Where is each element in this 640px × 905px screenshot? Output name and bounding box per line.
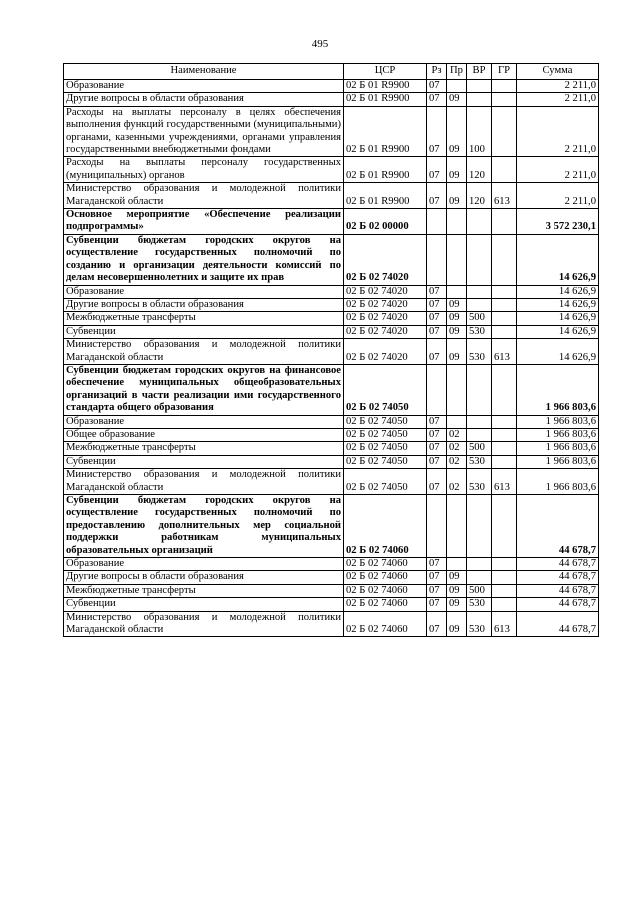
cell-vr: 100 bbox=[467, 106, 492, 157]
cell-name: Межбюджетные трансферты bbox=[64, 584, 344, 597]
table-row bbox=[64, 312, 599, 325]
cell-rz bbox=[427, 364, 447, 415]
table-row bbox=[64, 325, 599, 338]
cell-name: Субвенции бюджетам городских округов на осуществление государственных полномочий по предоставлению дополнительных мер социальной поддержки работникам муниципальных образовательных организаций bbox=[64, 495, 344, 558]
cell-csr: 02 Б 01 R9900 bbox=[344, 157, 427, 183]
table-row bbox=[64, 495, 599, 558]
cell-vr: 500 bbox=[467, 584, 492, 597]
column-header-pr: Пр bbox=[447, 64, 467, 80]
cell-gr: 613 bbox=[492, 611, 517, 637]
cell-csr: 02 Б 02 74020 bbox=[344, 325, 427, 338]
cell-pr: 09 bbox=[447, 339, 467, 365]
cell-csr: 02 Б 02 74050 bbox=[344, 455, 427, 468]
cell-vr bbox=[467, 209, 492, 235]
cell-gr bbox=[492, 455, 517, 468]
cell-pr: 09 bbox=[447, 598, 467, 611]
cell-pr: 09 bbox=[447, 183, 467, 209]
cell-pr bbox=[447, 285, 467, 298]
cell-gr bbox=[492, 325, 517, 338]
cell-vr bbox=[467, 80, 492, 93]
cell-sum: 2 211,0 bbox=[517, 106, 599, 157]
cell-name: Субвенции bbox=[64, 455, 344, 468]
cell-csr: 02 Б 02 74020 bbox=[344, 339, 427, 365]
cell-csr: 02 Б 02 74050 bbox=[344, 442, 427, 455]
table-row bbox=[64, 93, 599, 106]
cell-csr: 02 Б 01 R9900 bbox=[344, 106, 427, 157]
cell-gr bbox=[492, 93, 517, 106]
cell-name: Субвенции bbox=[64, 325, 344, 338]
cell-sum: 44 678,7 bbox=[517, 584, 599, 597]
cell-name: Субвенции bbox=[64, 598, 344, 611]
cell-csr: 02 Б 02 74050 bbox=[344, 428, 427, 441]
cell-name: Расходы на выплаты персоналу государственных (муниципальных) органов bbox=[64, 157, 344, 183]
cell-rz bbox=[427, 234, 447, 285]
cell-sum: 1 966 803,6 bbox=[517, 469, 599, 495]
table-row bbox=[64, 415, 599, 428]
cell-name: Межбюджетные трансферты bbox=[64, 442, 344, 455]
cell-csr: 02 Б 02 74020 bbox=[344, 312, 427, 325]
cell-vr bbox=[467, 234, 492, 285]
table-row bbox=[64, 183, 599, 209]
cell-pr bbox=[447, 364, 467, 415]
table-row bbox=[64, 455, 599, 468]
page-number: 495 bbox=[311, 38, 329, 50]
cell-gr bbox=[492, 415, 517, 428]
cell-gr bbox=[492, 598, 517, 611]
cell-rz: 07 bbox=[427, 325, 447, 338]
cell-vr bbox=[467, 285, 492, 298]
table-row bbox=[64, 611, 599, 637]
cell-gr: 613 bbox=[492, 469, 517, 495]
cell-pr: 09 bbox=[447, 106, 467, 157]
cell-csr: 02 Б 02 74050 bbox=[344, 364, 427, 415]
cell-name: Министерство образования и молодежной политики Магаданской области bbox=[64, 611, 344, 637]
cell-csr: 02 Б 02 00000 bbox=[344, 209, 427, 235]
cell-sum: 44 678,7 bbox=[517, 571, 599, 584]
cell-vr bbox=[467, 571, 492, 584]
cell-vr: 530 bbox=[467, 469, 492, 495]
cell-sum: 14 626,9 bbox=[517, 325, 599, 338]
cell-rz: 07 bbox=[427, 442, 447, 455]
table-row bbox=[64, 106, 599, 157]
cell-csr: 02 Б 02 74060 bbox=[344, 584, 427, 597]
cell-vr bbox=[467, 495, 492, 558]
cell-pr: 02 bbox=[447, 428, 467, 441]
cell-sum: 14 626,9 bbox=[517, 312, 599, 325]
cell-sum: 2 211,0 bbox=[517, 183, 599, 209]
table-row bbox=[64, 442, 599, 455]
table-row bbox=[64, 584, 599, 597]
column-header-rz: Рз bbox=[427, 64, 447, 80]
cell-csr: 02 Б 01 R9900 bbox=[344, 80, 427, 93]
cell-sum: 44 678,7 bbox=[517, 598, 599, 611]
cell-name: Образование bbox=[64, 558, 344, 571]
cell-name: Другие вопросы в области образования bbox=[64, 571, 344, 584]
cell-csr: 02 Б 02 74060 bbox=[344, 558, 427, 571]
cell-vr: 530 bbox=[467, 455, 492, 468]
cell-name: Министерство образования и молодежной политики Магаданской области bbox=[64, 469, 344, 495]
cell-csr: 02 Б 02 74060 bbox=[344, 611, 427, 637]
cell-gr bbox=[492, 584, 517, 597]
cell-gr bbox=[492, 298, 517, 311]
cell-csr: 02 Б 02 74050 bbox=[344, 415, 427, 428]
cell-csr: 02 Б 02 74020 bbox=[344, 298, 427, 311]
cell-sum: 2 211,0 bbox=[517, 93, 599, 106]
table-row bbox=[64, 428, 599, 441]
cell-gr bbox=[492, 558, 517, 571]
table-row bbox=[64, 157, 599, 183]
cell-sum: 1 966 803,6 bbox=[517, 442, 599, 455]
cell-pr: 09 bbox=[447, 611, 467, 637]
cell-vr bbox=[467, 558, 492, 571]
cell-name: Расходы на выплаты персоналу в целях обеспечения выполнения функций государственными (муниципальными) органами, казенными учреждениями, органами управления государственными внебюджетными фондами bbox=[64, 106, 344, 157]
cell-rz: 07 bbox=[427, 183, 447, 209]
cell-vr bbox=[467, 415, 492, 428]
column-header-vr: ВР bbox=[467, 64, 492, 80]
cell-gr bbox=[492, 106, 517, 157]
cell-vr: 530 bbox=[467, 339, 492, 365]
cell-rz: 07 bbox=[427, 598, 447, 611]
column-header-name: Наименование bbox=[64, 64, 344, 80]
cell-csr: 02 Б 02 74060 bbox=[344, 598, 427, 611]
cell-csr: 02 Б 02 74050 bbox=[344, 469, 427, 495]
cell-name: Межбюджетные трансферты bbox=[64, 312, 344, 325]
cell-sum: 2 211,0 bbox=[517, 80, 599, 93]
cell-name: Субвенции бюджетам городских округов на осуществление государственных полномочий по созданию и организации деятельности комиссий по делам несовершеннолетних и защите их прав bbox=[64, 234, 344, 285]
cell-vr bbox=[467, 298, 492, 311]
cell-name: Другие вопросы в области образования bbox=[64, 93, 344, 106]
cell-rz: 07 bbox=[427, 157, 447, 183]
cell-gr bbox=[492, 285, 517, 298]
table-row bbox=[64, 80, 599, 93]
cell-rz: 07 bbox=[427, 571, 447, 584]
cell-vr: 530 bbox=[467, 611, 492, 637]
cell-rz: 07 bbox=[427, 298, 447, 311]
cell-gr bbox=[492, 571, 517, 584]
cell-gr bbox=[492, 428, 517, 441]
table-row bbox=[64, 598, 599, 611]
cell-sum: 44 678,7 bbox=[517, 495, 599, 558]
cell-pr: 09 bbox=[447, 584, 467, 597]
cell-sum: 3 572 230,1 bbox=[517, 209, 599, 235]
cell-sum: 44 678,7 bbox=[517, 558, 599, 571]
cell-name: Образование bbox=[64, 415, 344, 428]
cell-vr: 120 bbox=[467, 157, 492, 183]
cell-pr bbox=[447, 234, 467, 285]
cell-rz: 07 bbox=[427, 469, 447, 495]
cell-name: Другие вопросы в области образования bbox=[64, 298, 344, 311]
cell-gr bbox=[492, 442, 517, 455]
cell-pr: 09 bbox=[447, 298, 467, 311]
cell-vr: 530 bbox=[467, 598, 492, 611]
table-header-row bbox=[64, 64, 599, 80]
cell-rz: 07 bbox=[427, 80, 447, 93]
cell-sum: 1 966 803,6 bbox=[517, 428, 599, 441]
table-row bbox=[64, 558, 599, 571]
cell-rz: 07 bbox=[427, 285, 447, 298]
table-row bbox=[64, 285, 599, 298]
cell-pr: 02 bbox=[447, 469, 467, 495]
cell-rz: 07 bbox=[427, 312, 447, 325]
cell-sum: 1 966 803,6 bbox=[517, 415, 599, 428]
table-row bbox=[64, 234, 599, 285]
cell-rz: 07 bbox=[427, 106, 447, 157]
cell-gr bbox=[492, 364, 517, 415]
table-row bbox=[64, 364, 599, 415]
cell-sum: 14 626,9 bbox=[517, 234, 599, 285]
cell-name: Общее образование bbox=[64, 428, 344, 441]
cell-rz: 07 bbox=[427, 339, 447, 365]
cell-pr: 09 bbox=[447, 312, 467, 325]
cell-pr bbox=[447, 495, 467, 558]
cell-pr: 09 bbox=[447, 157, 467, 183]
cell-name: Образование bbox=[64, 285, 344, 298]
table-row bbox=[64, 298, 599, 311]
column-header-sum: Сумма bbox=[517, 64, 599, 80]
cell-sum: 14 626,9 bbox=[517, 285, 599, 298]
cell-vr: 120 bbox=[467, 183, 492, 209]
cell-vr bbox=[467, 428, 492, 441]
cell-gr bbox=[492, 495, 517, 558]
cell-sum: 1 966 803,6 bbox=[517, 364, 599, 415]
cell-csr: 02 Б 02 74020 bbox=[344, 234, 427, 285]
table-body bbox=[64, 80, 599, 637]
cell-rz: 07 bbox=[427, 611, 447, 637]
column-header-csr: ЦСР bbox=[344, 64, 427, 80]
cell-gr bbox=[492, 157, 517, 183]
table-row bbox=[64, 339, 599, 365]
cell-name: Министерство образования и молодежной политики Магаданской области bbox=[64, 183, 344, 209]
cell-gr: 613 bbox=[492, 183, 517, 209]
cell-gr bbox=[492, 209, 517, 235]
cell-pr bbox=[447, 558, 467, 571]
cell-name: Образование bbox=[64, 80, 344, 93]
cell-csr: 02 Б 02 74020 bbox=[344, 285, 427, 298]
cell-rz bbox=[427, 495, 447, 558]
cell-gr bbox=[492, 80, 517, 93]
cell-rz: 07 bbox=[427, 558, 447, 571]
cell-pr bbox=[447, 209, 467, 235]
cell-vr bbox=[467, 364, 492, 415]
cell-csr: 02 Б 02 74060 bbox=[344, 571, 427, 584]
table-row bbox=[64, 571, 599, 584]
cell-gr: 613 bbox=[492, 339, 517, 365]
cell-name: Основное мероприятие «Обеспечение реализации подпрограммы» bbox=[64, 209, 344, 235]
cell-rz: 07 bbox=[427, 455, 447, 468]
cell-pr: 09 bbox=[447, 571, 467, 584]
cell-pr bbox=[447, 415, 467, 428]
cell-rz: 07 bbox=[427, 428, 447, 441]
cell-rz: 07 bbox=[427, 415, 447, 428]
cell-pr: 09 bbox=[447, 325, 467, 338]
cell-csr: 02 Б 01 R9900 bbox=[344, 93, 427, 106]
cell-rz bbox=[427, 209, 447, 235]
cell-name: Министерство образования и молодежной политики Магаданской области bbox=[64, 339, 344, 365]
cell-csr: 02 Б 01 R9900 bbox=[344, 183, 427, 209]
cell-name: Субвенции бюджетам городских округов на финансовое обеспечение муниципальных общеобразовательных организаций в части реализации ими государственного стандарта общего образования bbox=[64, 364, 344, 415]
cell-pr: 02 bbox=[447, 442, 467, 455]
table-row bbox=[64, 469, 599, 495]
cell-pr: 02 bbox=[447, 455, 467, 468]
cell-sum: 2 211,0 bbox=[517, 157, 599, 183]
cell-pr bbox=[447, 80, 467, 93]
cell-pr: 09 bbox=[447, 93, 467, 106]
cell-vr: 500 bbox=[467, 442, 492, 455]
column-header-gr: ГР bbox=[492, 64, 517, 80]
cell-vr: 500 bbox=[467, 312, 492, 325]
cell-gr bbox=[492, 312, 517, 325]
cell-sum: 14 626,9 bbox=[517, 339, 599, 365]
cell-rz: 07 bbox=[427, 584, 447, 597]
budget-table bbox=[63, 63, 599, 637]
cell-sum: 44 678,7 bbox=[517, 611, 599, 637]
cell-vr: 530 bbox=[467, 325, 492, 338]
cell-sum: 1 966 803,6 bbox=[517, 455, 599, 468]
cell-vr bbox=[467, 93, 492, 106]
cell-sum: 14 626,9 bbox=[517, 298, 599, 311]
cell-gr bbox=[492, 234, 517, 285]
cell-csr: 02 Б 02 74060 bbox=[344, 495, 427, 558]
cell-rz: 07 bbox=[427, 93, 447, 106]
table-row bbox=[64, 209, 599, 235]
